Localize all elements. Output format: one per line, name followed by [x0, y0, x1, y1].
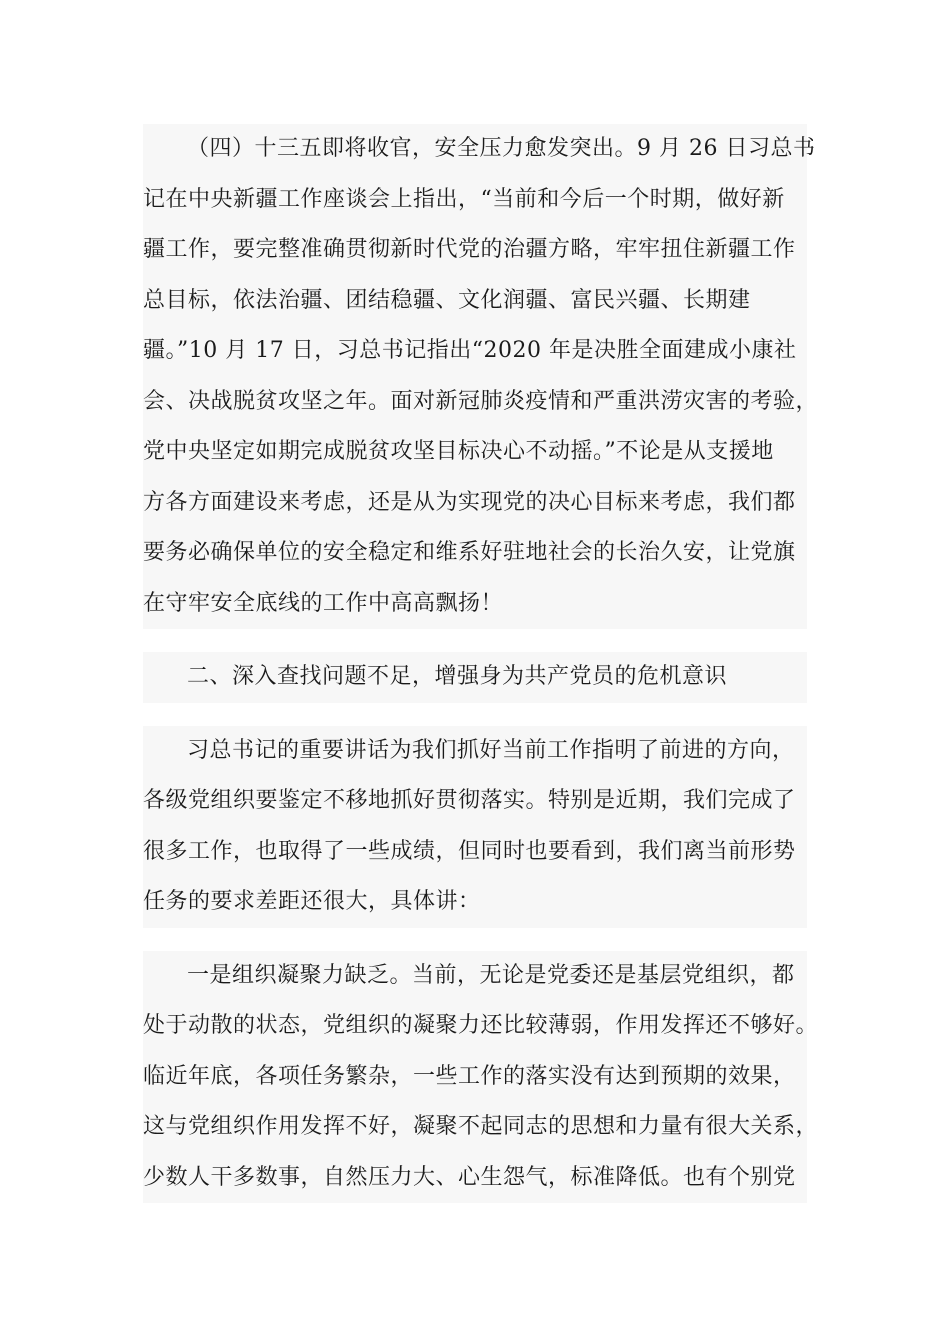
paragraph-intro	[143, 726, 807, 928]
text-line: 方各方面建设来考虑，还是从为实现党的决心目标来考虑，我们都	[143, 489, 796, 515]
text-line: 这与党组织作用发挥不好，凝聚不起同志的思想和力量有很大关系，	[143, 1114, 819, 1139]
text-line: 在守牢安全底线的工作中高高飘扬！	[143, 590, 504, 616]
paragraph-gap	[0, 928, 950, 951]
text-line: 要务必确保单位的安全稳定和维系好驻地社会的长治久安，让党旗	[143, 540, 796, 565]
text-line: （四）十三五即将收官，安全压力愈发突出。9 月 26 日习总书	[187, 136, 816, 161]
text-line: 各级党组织要鉴定不移地抓好贯彻落实。特别是近期，我们完成了	[143, 788, 796, 813]
section-heading	[143, 652, 807, 703]
paragraph-point-1	[143, 951, 819, 1204]
heading-line: 二、深入查找问题不足，增强身为共产党员的危机意识	[187, 664, 728, 689]
text-line: 疆。”10 月 17 日，习总书记指出“2020 年是决胜全面建成小康社	[143, 338, 797, 363]
text-line: 习总书记的重要讲话为我们抓好当前工作指明了前进的方向，	[187, 737, 795, 763]
text-line: 少数人干多数事，自然压力大、心生怨气，标准降低。也有个别党	[143, 1164, 796, 1190]
text-line: 疆工作，要完整准确贯彻新时代党的治疆方略，牢牢扭住新疆工作	[143, 237, 796, 262]
paragraph-gap	[0, 629, 950, 652]
paragraph-gap	[0, 703, 950, 726]
text-line: 记在中央新疆工作座谈会上指出，“当前和今后一个时期，做好新	[143, 186, 785, 212]
text-line: 党中央坚定如期完成脱贫攻坚目标决心不动摇。”不论是从支援地	[143, 439, 774, 464]
text-line: 任务的要求差距还很大，具体讲：	[143, 889, 481, 914]
text-line: 总目标，依法治疆、团结稳疆、文化润疆、富民兴疆、长期建	[143, 287, 751, 313]
text-line: 处于动散的状态，党组织的凝聚力还比较薄弱，作用发挥还不够好。	[143, 1013, 819, 1038]
text-line: 很多工作，也取得了一些成绩，但同时也要看到，我们离当前形势	[143, 838, 796, 864]
text-line: 会、决战脱贫攻坚之年。面对新冠肺炎疫情和严重洪涝灾害的考验，	[143, 388, 819, 414]
text-line: 一是组织凝聚力缺乏。当前，无论是党委还是基层党组织，都	[187, 962, 795, 988]
paragraph-section-4	[143, 124, 819, 629]
document-body	[143, 124, 819, 1203]
text-line: 临近年底，各项任务繁杂，一些工作的落实没有达到预期的效果，	[143, 1063, 796, 1089]
